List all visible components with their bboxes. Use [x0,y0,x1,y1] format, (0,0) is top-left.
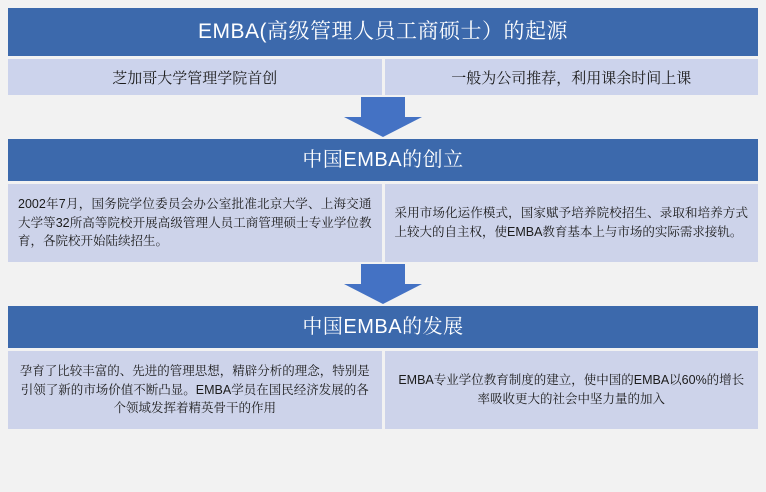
arrow-stem [361,97,405,117]
development-text-left: 孕育了比较丰富的、先进的管理思想，精辟分析的理念，特别是引领了新的市场价值不断凸显。EMBA学员在国民经济发展的各个领域发挥着精英骨干的作用 [19,363,370,416]
origin-cell-left: 芝加哥大学管理学院首创 [8,59,382,95]
origin-cell-right: 一般为公司推荐，利用课余时间上课 [385,59,759,95]
founding-text-right: 采用市场化运作模式，国家赋予培养院校招生、录取和培养方式上较大的自主权，使EMBA教育基本上与市场的实际需求接轨。 [394,206,748,239]
section-title-origin: EMBA(高级管理人员工商硕士）的起源 [8,8,758,56]
arrow-head [344,284,422,304]
section-founding-row [8,184,758,262]
section-title-development: 中国EMBA的发展 [8,306,758,348]
section-development-row [8,351,758,429]
arrow-region-1 [8,95,758,139]
founding-cell-right [385,184,759,262]
arrow-head [344,117,422,137]
section-origin-row [8,59,758,95]
development-cell-left [8,351,382,429]
development-cell-right [385,351,759,429]
down-arrow-icon-1 [344,97,422,137]
section-title-founding: 中国EMBA的创立 [8,139,758,181]
arrow-stem [361,264,405,284]
founding-text-left: 2002年7月，国务院学位委员会办公室批准北京大学、上海交通大学等32所高等院校开展高级管理人员工商管理硕士专业学位教育，各院校开始陆续招生。 [18,196,372,249]
development-text-right: EMBA专业学位教育制度的建立，使中国的EMBA以60%的增长率吸收更大的社会中坚力量的加入 [398,373,745,406]
down-arrow-icon-2 [344,264,422,304]
founding-cell-left [8,184,382,262]
arrow-region-2 [8,262,758,306]
